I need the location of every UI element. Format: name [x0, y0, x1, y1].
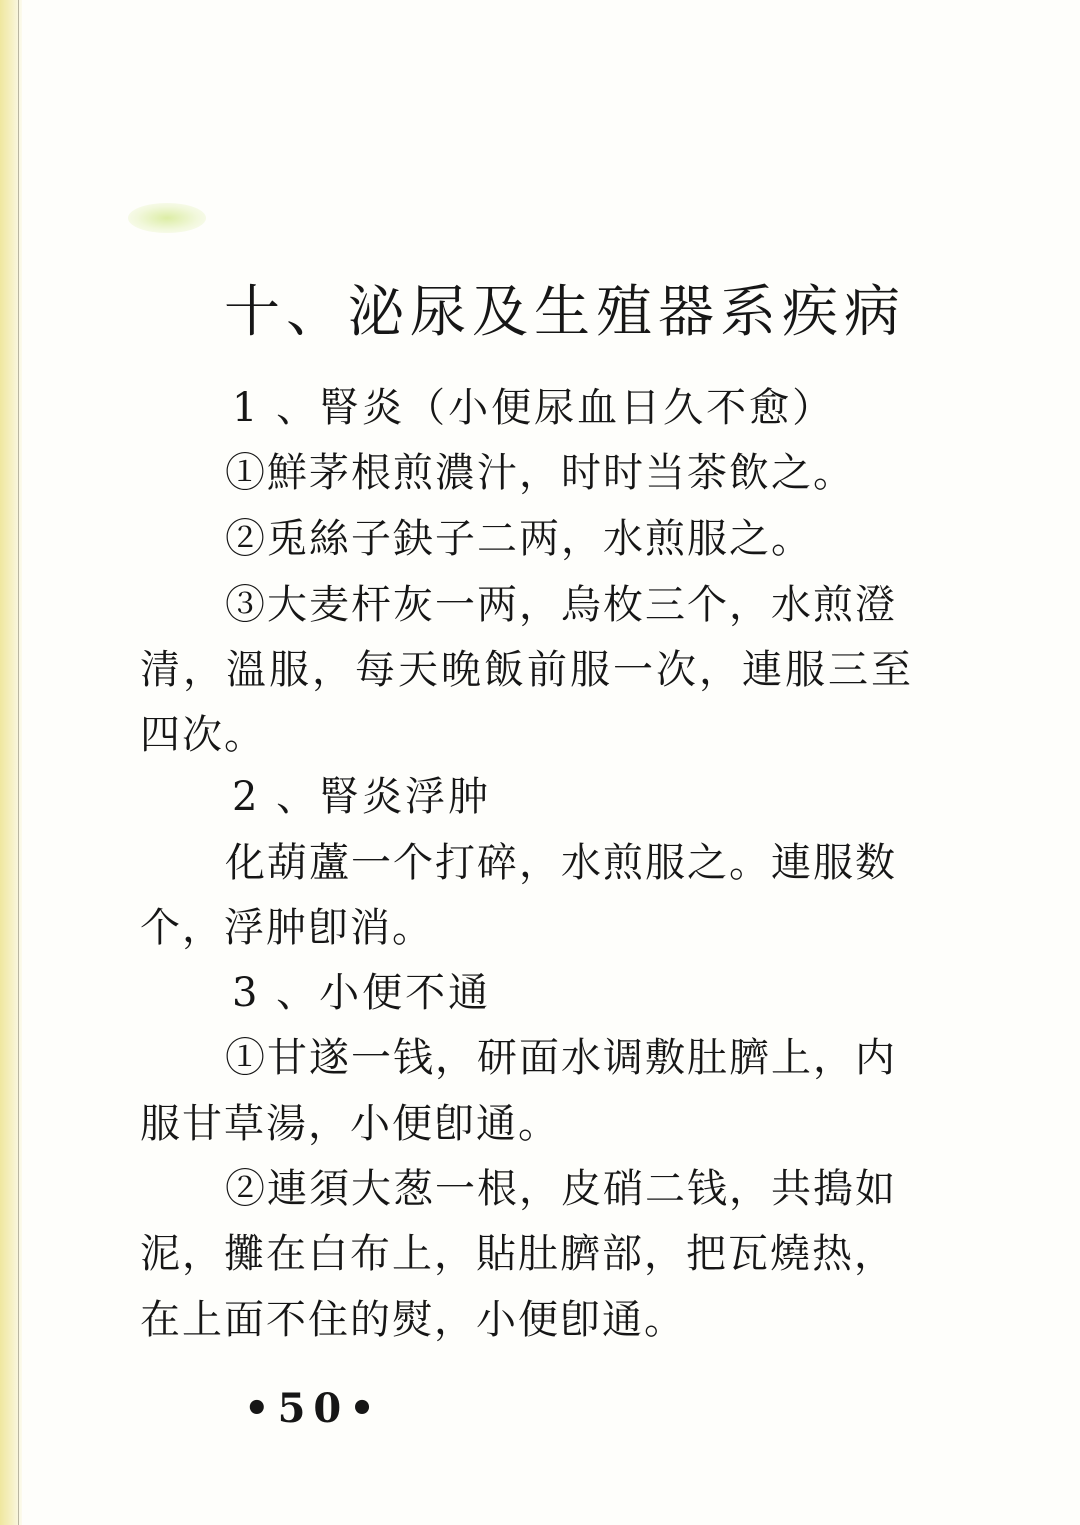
remedy-line: ②連須大葱一根，皮硝二钱，共搗如 [225, 1166, 897, 1212]
remedy-line: 个，浮肿卽消。 [140, 905, 434, 951]
section-heading-2: 2 、腎炎浮肿 [232, 774, 492, 820]
remedy-line: 服甘草湯，小便卽通。 [140, 1101, 560, 1147]
remedy-line: ①甘遂一钱，研面水调敷肚臍上，内 [225, 1035, 897, 1081]
remedy-line: ③大麦杆灰一两，烏枚三个，水煎澄 [225, 582, 897, 628]
paper-stain [128, 203, 206, 233]
remedy-line: 清，溫服，每天晚飯前服一次，連服三至 [140, 647, 914, 693]
remedy-line: 在上面不住的熨，小便卽通。 [140, 1297, 686, 1343]
remedy-line: ①鮮茅根煎濃汁，时时当茶飲之。 [225, 450, 855, 496]
remedy-line: 泥，攤在白布上，貼肚臍部，把瓦燒热， [140, 1231, 896, 1277]
remedy-line: ②兎絲子鈌子二两，水煎服之。 [225, 516, 813, 562]
page-number: •50• [244, 1385, 383, 1432]
section-heading-3: 3 、小便不通 [232, 970, 492, 1016]
remedy-line: 化葫蘆一个打碎，水煎服之。連服数 [225, 840, 897, 886]
section-heading-1: 1 、腎炎（小便尿血日久不愈） [232, 385, 836, 431]
binding-line [18, 0, 19, 1525]
remedy-line: 四次。 [140, 712, 266, 758]
chapter-title: 十、泌尿及生殖器系疾病 [224, 280, 906, 345]
